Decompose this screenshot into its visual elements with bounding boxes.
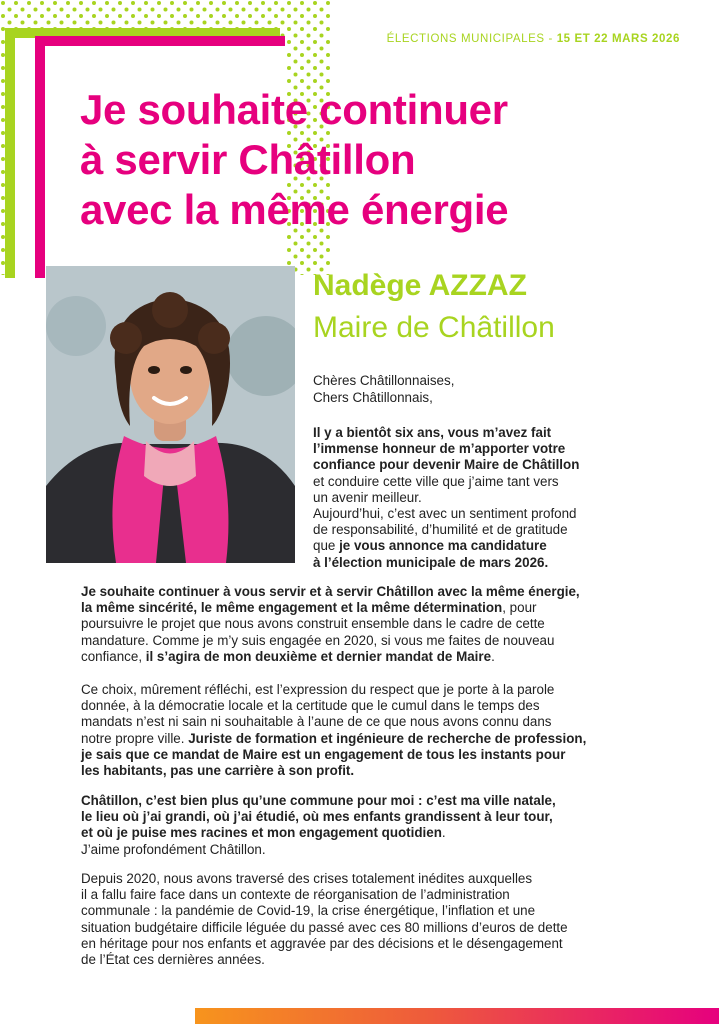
paragraph-line: [81, 731, 651, 747]
paragraph-1: [81, 584, 651, 665]
intro-line: confiance pour devenir Maire de Châtillon: [313, 457, 580, 473]
bold-text: la même sincérité, le même engagement et la même détermination: [81, 600, 503, 616]
paragraph-line: poursuivre le projet que nous avons construit ensemble dans le cadre de cette: [81, 616, 545, 632]
paragraph-line: situation budgétaire difficile léguée du passé avec ces 80 millions d’euros de dette: [81, 919, 568, 935]
paragraph-line: Je souhaite continuer à vous servir et à servir Châtillon avec la même énergie,: [81, 584, 580, 599]
paragraph-line: J’aime profondément Châtillon.: [81, 841, 266, 857]
intro-text: que: [313, 538, 340, 554]
intro-line: et conduire cette ville que j’aime tant vers: [313, 473, 559, 489]
greeting: [313, 372, 454, 406]
bold-text: Juriste de formation et ingénieure de recherche de profession,: [188, 730, 587, 746]
paragraph-line: de l’État ces dernières années.: [81, 952, 265, 968]
intro-line: [313, 538, 673, 554]
paragraph-line: Châtillon, c’est bien plus qu’une commune pour moi : c’est ma ville natale,: [81, 793, 556, 808]
intro-line: de responsabilité, d’humilité et de gratitude: [313, 522, 568, 538]
text: confiance,: [81, 648, 146, 664]
paragraph-line: il a fallu faire face dans un contexte de réorganisation de l’administration: [81, 887, 510, 903]
election-header: [387, 33, 680, 45]
paragraph-line: communale : la pandémie de Covid-19, la crise énergétique, l’inflation et une: [81, 903, 536, 919]
page-title: [80, 85, 508, 235]
paragraph-line: les habitants, pas une carrière à son profit.: [81, 763, 355, 779]
paragraph-line: [81, 649, 651, 665]
bold-text: et où je puise mes racines et mon engagement quotidien: [81, 825, 442, 841]
paragraph-3: [81, 793, 651, 858]
intro-line: Aujourd’hui, c’est avec un sentiment profond: [313, 506, 577, 522]
title-line-2: à servir Châtillon: [80, 136, 416, 183]
election-label: ÉLECTIONS MUNICIPALES -: [386, 33, 557, 45]
election-dates: 15 ET 22 MARS 2026: [556, 33, 680, 45]
paragraph-line: mandats n’est ni sain ni souhaitable à l’aune de ce que nous avons connu dans: [81, 714, 552, 730]
paragraph-line: donnée, à la démocratie locale et la certitude que le cumul dans le temps des: [81, 698, 540, 714]
candidate-role: Maire de Châtillon: [313, 311, 555, 344]
paragraph-line: Ce choix, mûrement réfléchi, est l’expression du respect que je porte à la parole: [81, 682, 555, 697]
intro-bold-text: je vous annonce ma candidature: [339, 538, 547, 554]
intro-line: l’immense honneur de m’apporter votre: [313, 441, 566, 457]
paragraph-line: le lieu où j’ai grandi, où j’ai étudié, où mes enfants grandissent à leur tour,: [81, 809, 553, 825]
paragraph-line: Depuis 2020, nous avons traversé des crises totalement inédites auxquelles: [81, 871, 533, 886]
intro-line: un avenir meilleur.: [313, 489, 422, 505]
title-line-1: Je souhaite continuer: [80, 86, 508, 133]
candidate-photo: [46, 266, 295, 563]
paragraph-line: en héritage pour nos enfants et aggravée par des décisions et le désengagement: [81, 935, 563, 951]
paragraph-line: [81, 600, 651, 616]
candidate-name: Nadège AZZAZ: [313, 269, 527, 302]
bold-text: il s’agira de mon deuxième et dernier mandat de Maire: [145, 648, 492, 664]
title-line-3: avec la même énergie: [80, 186, 509, 233]
intro-line: à l’élection municipale de mars 2026.: [313, 554, 549, 570]
paragraph-line: [81, 825, 651, 841]
text: .: [441, 825, 446, 841]
intro-line: Il y a bientôt six ans, vous m’avez fait: [313, 425, 552, 440]
text: notre propre ville.: [81, 730, 189, 746]
text: .: [491, 648, 495, 664]
paragraph-line: mandature. Comme je m’y suis engagée en 2020, si vous me faites de nouveau: [81, 632, 555, 648]
greeting-line-1: Chères Châtillonnaises,: [313, 373, 455, 388]
intro-paragraph: [313, 425, 673, 571]
greeting-line-2: Chers Châtillonnais,: [313, 390, 433, 405]
paragraph-2: [81, 682, 651, 779]
paragraph-4: [81, 871, 651, 968]
text: , pour: [502, 600, 537, 616]
footer-gradient-bar: [195, 1008, 719, 1024]
paragraph-line: je sais que ce mandat de Maire est un engagement de tous les instants pour: [81, 746, 566, 762]
